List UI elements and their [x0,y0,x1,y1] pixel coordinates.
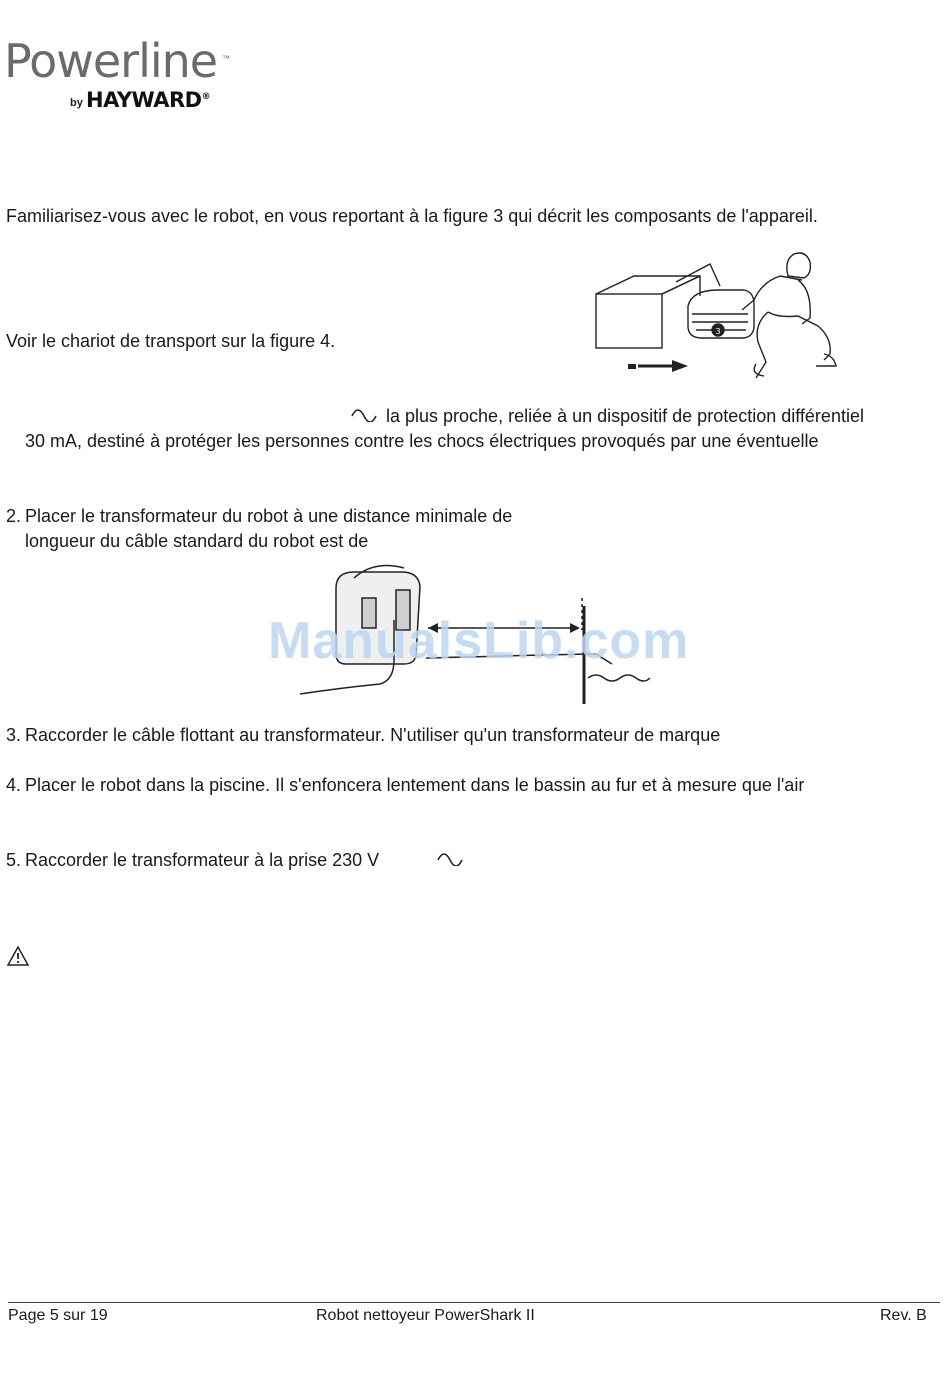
footer-divider [8,1302,940,1303]
step5-text: Raccorder le transformateur à la prise 230 V [25,850,380,870]
logo-trademark: ™ [222,54,230,63]
watermark: ManualsLib.com [268,612,690,670]
intro-paragraph: Familiarisez-vous avec le robot, en vous reportant à la figure 3 qui décrit les composants de l'appareil. [6,206,818,226]
ac-sine-icon [350,406,380,422]
footer-document-title: Robot nettoyeur PowerShark II [316,1307,535,1324]
step2-line2: longueur du câble standard du robot est de [25,531,369,551]
box-front [596,294,662,348]
step3-text: Raccorder le câble flottant au transformateur. N'utiliser qu'un transformateur de marque [25,725,721,745]
step4-number: 4. [6,775,22,795]
box-top [596,276,700,294]
warning-icon [6,945,30,967]
step2-number: 2. [6,506,22,526]
logo-by: by [70,97,83,109]
step3-number: 3. [6,725,22,745]
person-head [787,253,811,278]
logo-registered: ® [201,92,211,102]
person-feet [754,354,836,376]
brand-logo-powerline: Powerline [4,34,218,88]
step4-text: Placer le robot dans la piscine. Il s'enfoncera lentement dans le bassin au fur et à mesure que l'air [25,775,805,795]
box-flap [676,264,720,286]
cart-reference: Voir le chariot de transport sur la figure 4. [6,331,336,351]
logo-brand-text: HAYWARD [86,88,202,112]
figure-unboxing-illustration [592,246,848,386]
step1-line2: 30 mA, destiné à protéger les personnes contre les chocs électriques provoqués par une éventuelle [25,431,819,451]
step1-line1: la plus proche, reliée à un dispositif de protection différentiel [386,406,864,426]
step2-line1: Placer le transformateur du robot à une distance minimale de [25,506,513,526]
ac-sine-icon [436,850,466,866]
pull-arrow [628,360,688,372]
water-surface [588,675,650,681]
brand-logo-hayward [86,88,210,112]
robot-badge-number: 3 [715,327,721,336]
footer-revision: Rev. B [880,1307,927,1324]
step5-number: 5. [6,850,22,870]
footer-page-number: Page 5 sur 19 [8,1307,108,1324]
person-legs [756,312,830,378]
